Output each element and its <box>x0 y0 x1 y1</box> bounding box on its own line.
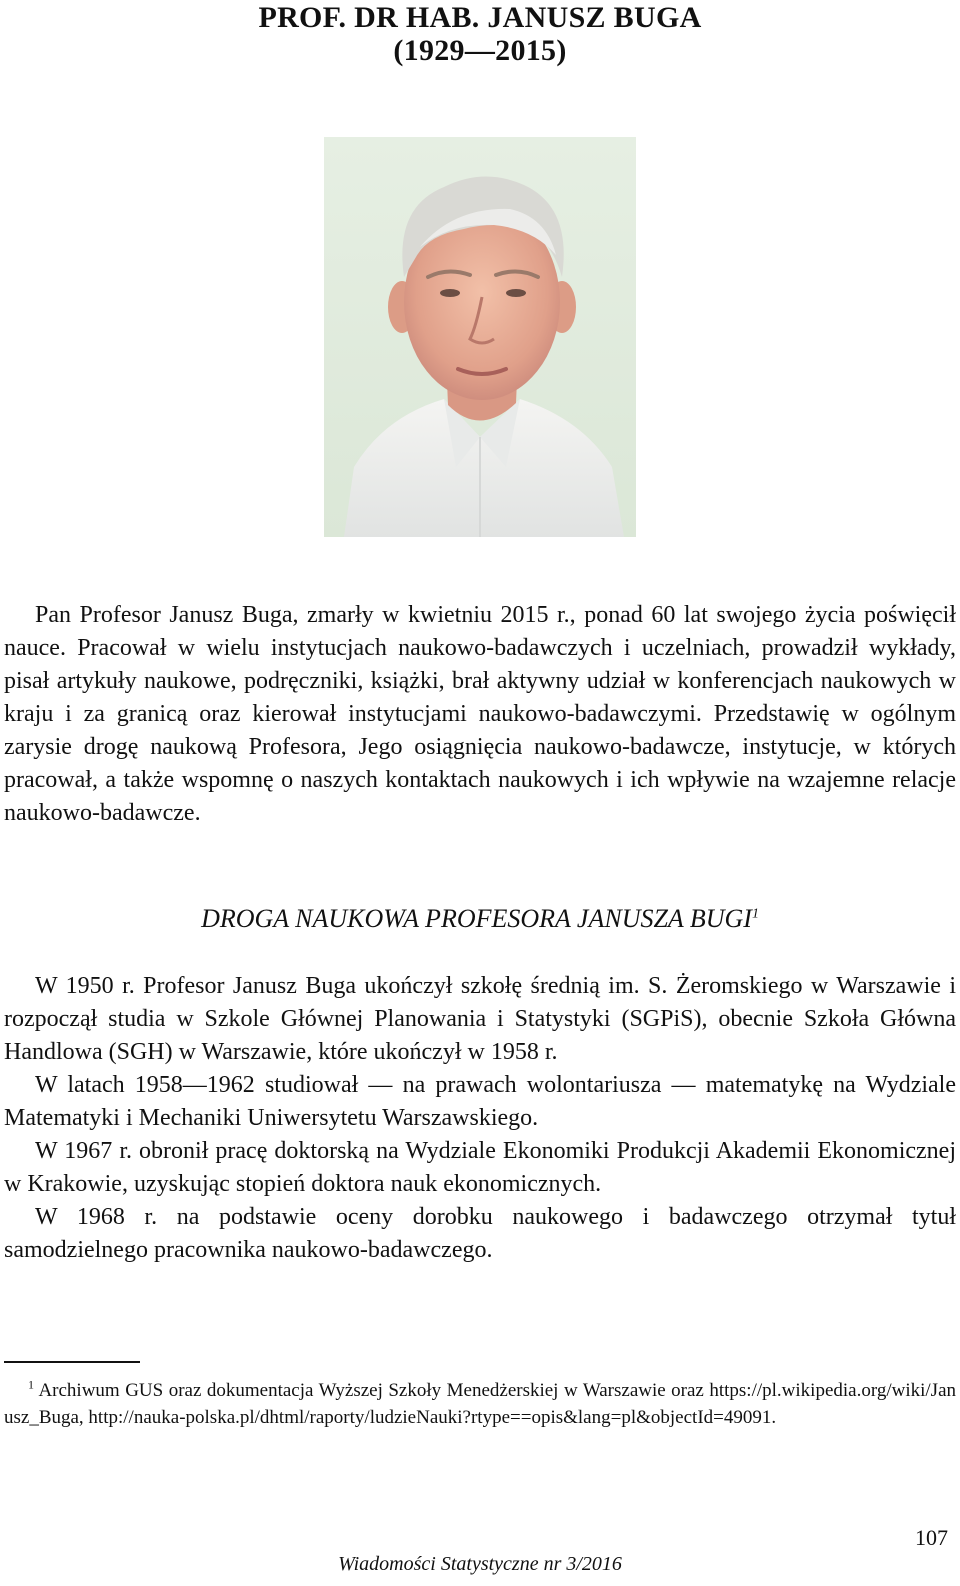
footnote <box>4 1377 956 1431</box>
footnote-divider <box>4 1361 140 1363</box>
page-title-years: (1929—2015) <box>393 34 567 67</box>
career-paragraph: W 1968 r. na podstawie oceny dorobku naukowego i badawczego otrzymał tytuł samodzielnego pracownika naukowo-badawczego. <box>4 1204 956 1263</box>
page-title: PROF. DR HAB. JANUSZ BUGA <box>258 1 702 34</box>
portrait-photo <box>324 137 636 537</box>
footnote-text: Archiwum GUS oraz dokumentacja Wyższej Szkoły Menedżerskiej w Warszawie oraz https://pl.wikipedia.org/wiki/Janusz_Buga, http://nauka-polska.pl/dhtml/raporty/ludzieNauki?rtype==opis&lang=pl&objectId=49091. <box>4 1380 956 1428</box>
section-heading <box>0 902 960 936</box>
page-number: 107 <box>915 1525 948 1550</box>
career-paragraph: W 1967 r. obronił pracę doktorską na Wydziale Ekonomiki Produkcji Akademii Ekonomicznej w Krakowie, uzyskując stopień doktora nauk ekonomicznych. <box>4 1138 956 1197</box>
career-paragraph: W latach 1958—1962 studiował — na prawach wolontariusza — matematykę na Wydziale Matematyki i Mechaniki Uniwersytetu Warszawskiego. <box>4 1072 956 1131</box>
intro-section <box>4 599 956 830</box>
journal-footer: Wiadomości Statystyczne nr 3/2016 <box>338 1553 622 1575</box>
section-heading-text: DROGA NAUKOWA PROFESORA JANUSZA BUGI <box>201 904 752 933</box>
portrait-illustration <box>324 137 636 537</box>
career-section <box>4 970 956 1267</box>
career-paragraph: W 1950 r. Profesor Janusz Buga ukończył szkołę średnią im. S. Żeromskiego w Warszawie i rozpoczął studia w Szkole Głównej Planowania i Statystyki (SGPiS), obecnie Szkoła Główna Handlowa (SGH) w Warszawie, które ukończył w 1958 r. <box>4 973 956 1065</box>
footnote-mark: 1 <box>28 1377 34 1392</box>
footnote-reference[interactable]: 1 <box>751 906 759 922</box>
intro-paragraph: Pan Profesor Janusz Buga, zmarły w kwietniu 2015 r., ponad 60 lat swojego życia poświęcił nauce. Pracował w wielu instytucjach naukowo-badawczych i uczelniach, prowadził wykłady, pisał artykuły naukowe, podręczniki, książki, brał aktywny udział w konferencjach naukowych w kraju i za granicą oraz kierował instytucjami naukowo-badawczymi. Przedstawię w ogólnym zarysie drogę naukową Profesora, Jego osiągnięcia naukowo-badawcze, instytucje, w których pracował, a także wspomnę o naszych kontaktach naukowych i ich wpływie na wzajemne relacje naukowo-badawcze. <box>4 602 956 826</box>
